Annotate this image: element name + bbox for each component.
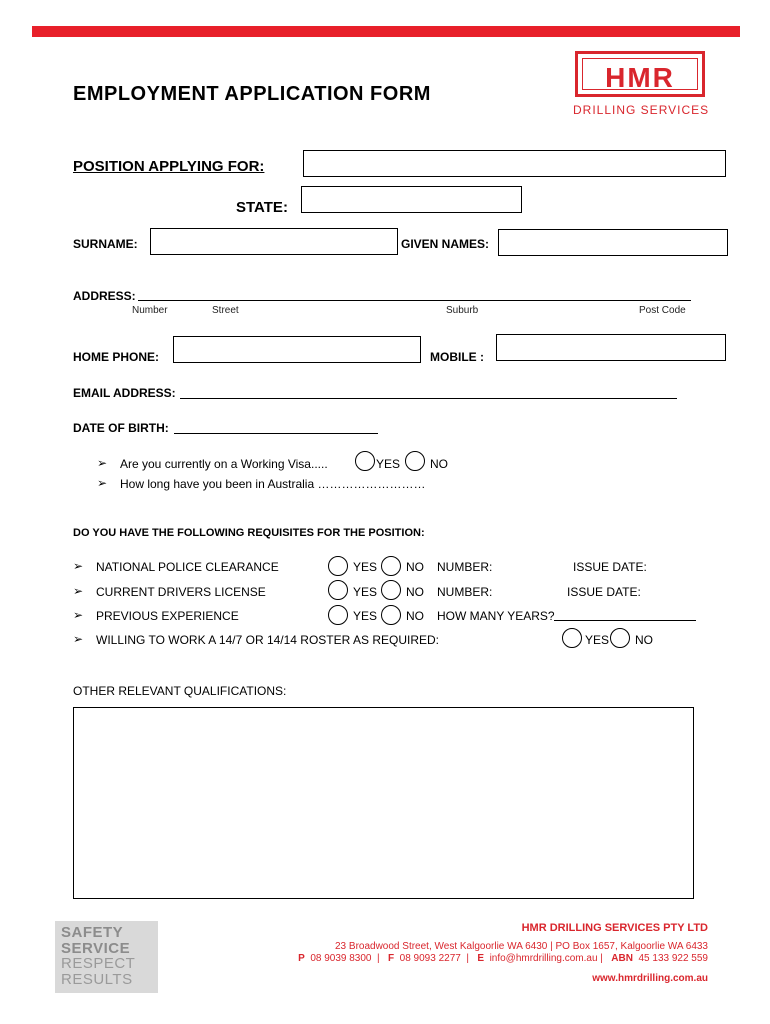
license-yes-label: YES (353, 585, 378, 599)
address-sub-street: Street (212, 305, 239, 316)
hmr-logo (575, 51, 705, 97)
experience-yes-label: YES (353, 609, 378, 623)
home-phone-input[interactable] (173, 336, 421, 363)
bullet-icon: ➢ (73, 608, 84, 622)
state-label: STATE: (236, 199, 288, 216)
visa-yes-radio[interactable] (355, 451, 375, 471)
given-names-label: GIVEN NAMES: (401, 237, 490, 251)
address-sub-suburb: Suburb (446, 305, 479, 316)
roster-label: WILLING TO WORK A 14/7 OR 14/14 ROSTER AS REQUIRED: (96, 633, 439, 647)
license-no-label: NO (406, 585, 424, 599)
logo-subtitle: DRILLING SERVICES (573, 103, 710, 117)
bullet-icon: ➢ (73, 584, 84, 598)
address-label: ADDRESS: (73, 289, 136, 303)
address-sub-number: Number (132, 305, 168, 316)
footer-contact: P 08 9039 8300 | F 08 9093 2277 | E info@hmrdrilling.com.au | ABN 45 133 922 559 (298, 953, 708, 964)
police-yes-radio[interactable] (328, 556, 348, 576)
experience-label: PREVIOUS EXPERIENCE (96, 609, 239, 623)
qualifications-label: OTHER RELEVANT QUALIFICATIONS: (73, 684, 287, 698)
footer-address: 23 Broadwood Street, West Kalgoorlie WA 6430 | PO Box 1657, Kalgoorlie WA 6433 (335, 941, 708, 952)
email-line[interactable] (180, 398, 677, 399)
police-issue-date-label: ISSUE DATE: (573, 560, 647, 574)
police-no-radio[interactable] (381, 556, 401, 576)
bullet-icon: ➢ (97, 476, 108, 490)
years-label: HOW MANY YEARS? (437, 609, 555, 623)
fax-f-label: F (387, 953, 395, 964)
qualifications-textarea[interactable] (73, 707, 694, 899)
bullet-icon: ➢ (73, 632, 84, 646)
roster-no-label: NO (635, 633, 653, 647)
roster-no-radio[interactable] (610, 628, 630, 648)
top-red-bar (32, 26, 740, 37)
footer-website[interactable]: www.hmrdrilling.com.au (592, 973, 708, 984)
footer-phone: 08 9039 8300 (310, 953, 372, 964)
roster-yes-radio[interactable] (562, 628, 582, 648)
australia-question: How long have you been in Australia ……………………… (120, 477, 426, 491)
form-title: EMPLOYMENT APPLICATION FORM (73, 83, 431, 105)
police-number-label: NUMBER: (437, 560, 493, 574)
position-label: POSITION APPLYING FOR: (73, 158, 265, 175)
license-number-label: NUMBER: (437, 585, 493, 599)
given-names-input[interactable] (498, 229, 728, 256)
mobile-label: MOBILE : (430, 350, 484, 364)
license-issue-date-label: ISSUE DATE: (567, 585, 641, 599)
abn-label: ABN (611, 953, 633, 964)
visa-no-radio[interactable] (405, 451, 425, 471)
phone-p-label: P (298, 953, 305, 964)
footer-company: HMR DRILLING SERVICES PTY LTD (521, 922, 708, 934)
email-e-label: E (477, 953, 484, 964)
mobile-input[interactable] (496, 334, 726, 361)
surname-label: SURNAME: (73, 237, 138, 251)
license-yes-radio[interactable] (328, 580, 348, 600)
requisites-heading: DO YOU HAVE THE FOLLOWING REQUISITES FOR THE POSITION: (73, 527, 425, 539)
state-input[interactable] (301, 186, 522, 213)
position-input[interactable] (303, 150, 726, 177)
motto-respect: RESPECT (61, 955, 136, 972)
years-line[interactable] (554, 620, 696, 621)
dob-line[interactable] (174, 433, 378, 434)
visa-yes-label: YES (376, 457, 401, 471)
motto-service: SERVICE (61, 939, 131, 957)
license-no-radio[interactable] (381, 580, 401, 600)
roster-yes-label: YES (585, 633, 610, 647)
home-phone-label: HOME PHONE: (73, 350, 160, 364)
surname-input[interactable] (150, 228, 398, 255)
motto-block (55, 921, 158, 993)
email-label: EMAIL ADDRESS: (73, 386, 176, 400)
address-sub-postcode: Post Code (639, 305, 686, 316)
police-clearance-label: NATIONAL POLICE CLEARANCE (96, 560, 279, 574)
footer-email[interactable]: info@hmrdrilling.com.au (489, 953, 598, 964)
drivers-license-label: CURRENT DRIVERS LICENSE (96, 585, 266, 599)
police-no-label: NO (406, 560, 424, 574)
footer-fax: 08 9093 2277 (399, 953, 461, 964)
motto-safety: SAFETY (61, 924, 124, 941)
footer-abn: 45 133 922 559 (638, 953, 708, 964)
logo-text: HMR (605, 62, 675, 93)
bullet-icon: ➢ (73, 559, 84, 573)
address-line[interactable] (138, 300, 691, 301)
visa-no-label: NO (430, 457, 448, 471)
dob-label: DATE OF BIRTH: (73, 421, 169, 435)
visa-question: Are you currently on a Working Visa..... (120, 457, 328, 471)
experience-no-radio[interactable] (381, 605, 401, 625)
motto-results: RESULTS (61, 970, 133, 988)
police-yes-label: YES (353, 560, 378, 574)
bullet-icon: ➢ (97, 456, 108, 470)
experience-no-label: NO (406, 609, 424, 623)
experience-yes-radio[interactable] (328, 605, 348, 625)
